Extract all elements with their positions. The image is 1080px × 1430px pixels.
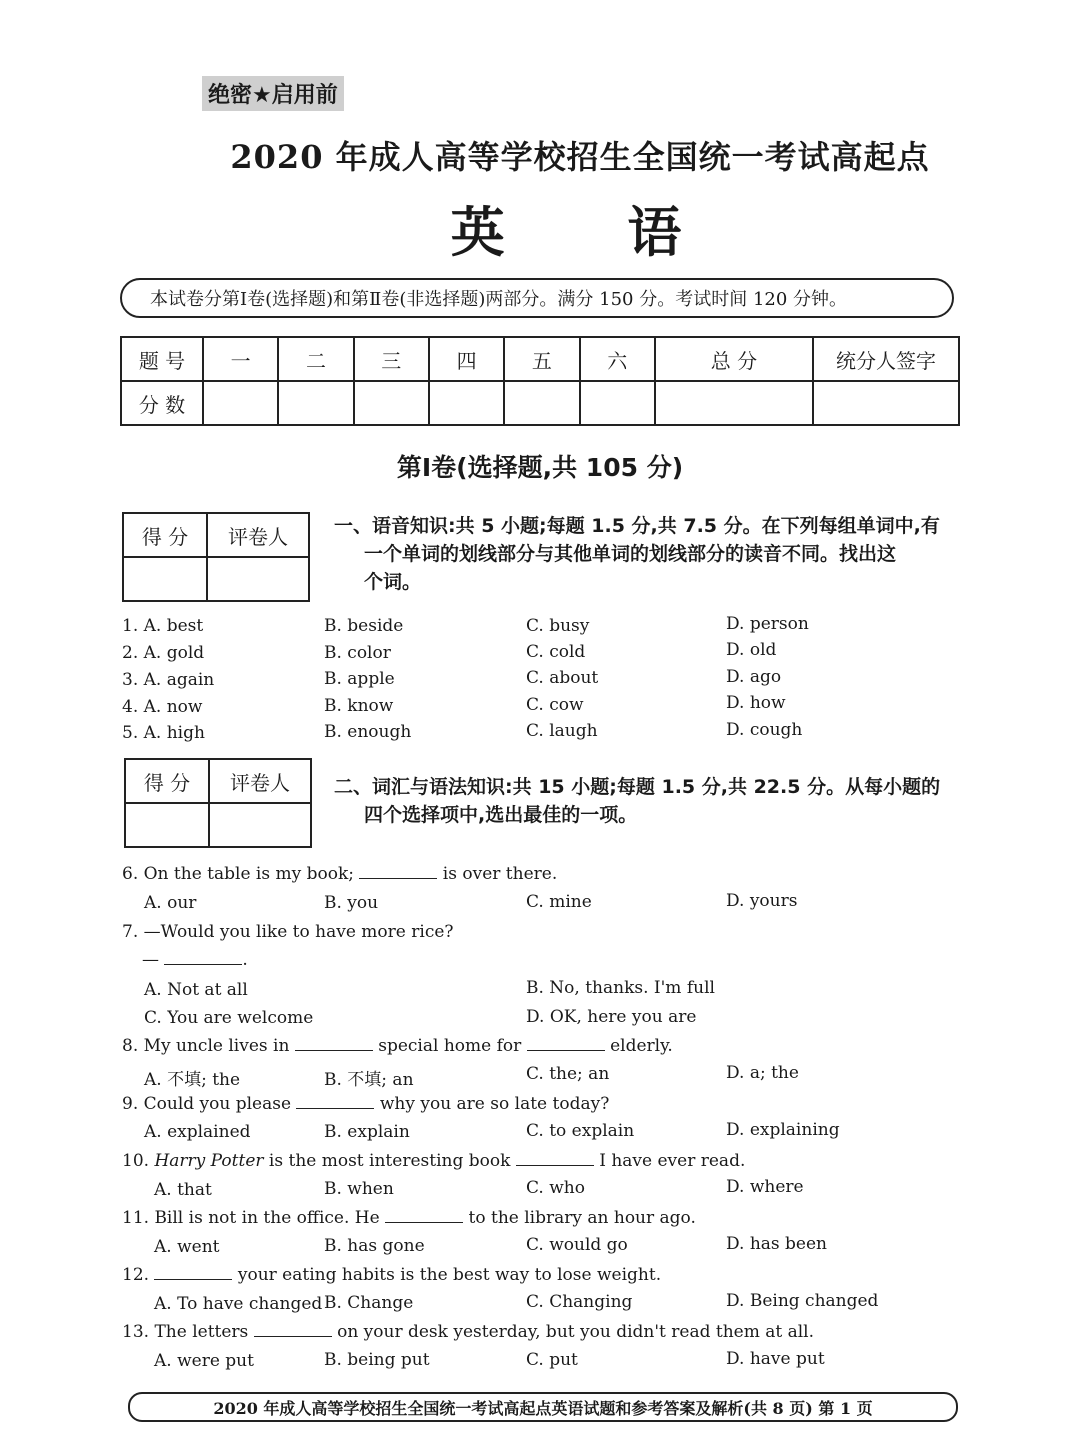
answer-blank [254, 1322, 332, 1337]
question-option: 3. A. again [122, 670, 215, 690]
question-option: B. you [324, 893, 379, 913]
instruction-line: 二、词汇与语法知识:共 15 小题;每题 1.5 分,共 22.5 分。从每小题的 [334, 776, 941, 798]
question-option: D. have put [726, 1349, 825, 1369]
question-option: D. OK, here you are [526, 1007, 697, 1027]
question-option: B. 不填; an [324, 1070, 414, 1090]
question-option: A. To have changed [154, 1294, 323, 1314]
stem-text: 6. On the table is my book; [122, 864, 354, 884]
question-stem [122, 1265, 661, 1285]
answer-blank [296, 1094, 374, 1109]
question-option: D. ago [726, 667, 782, 687]
grader-reviewer-label: 评卷人 [209, 759, 311, 803]
question-option: C. put [526, 1350, 578, 1370]
part1-instructions [334, 512, 974, 596]
grader-blank [123, 557, 207, 601]
question-option: D. how [726, 693, 786, 713]
question-option: D. where [726, 1177, 804, 1197]
score-cell: 三 [354, 337, 429, 381]
score-blank-cell [655, 381, 813, 425]
score-blank-cell [580, 381, 655, 425]
question-option: C. You are welcome [144, 1008, 314, 1028]
score-cell: 一 [203, 337, 278, 381]
question-option: B. being put [324, 1350, 430, 1370]
part2-instructions [334, 773, 974, 829]
question-stem [122, 864, 557, 884]
question-option: D. a; the [726, 1063, 799, 1083]
question-option: D. has been [726, 1234, 827, 1254]
answer-blank [385, 1208, 463, 1223]
question-option: B. explain [324, 1122, 410, 1142]
question-option: C. would go [526, 1235, 628, 1255]
answer-blank [527, 1036, 605, 1051]
question-option: C. laugh [526, 721, 598, 741]
question-option: 4. A. now [122, 697, 203, 717]
instruction-line: 一个单词的划线部分与其他单词的划线部分的读音不同。找出这 [364, 543, 897, 565]
grader-reviewer-label: 评卷人 [207, 513, 309, 557]
question-option: C. the; an [526, 1064, 610, 1084]
page-footer: 2020 年成人高等学校招生全国统一考试高起点英语试题和参考答案及解析(共 8 页) 第 1 页 [128, 1392, 958, 1422]
stem-text: elderly. [610, 1036, 673, 1056]
question-option: D. Being changed [726, 1291, 879, 1311]
question-stem: 7. —Would you like to have more rice? [122, 922, 454, 942]
question-option: D. old [726, 640, 777, 660]
score-cell: 统分人签字 [813, 337, 959, 381]
question-number: 12. [122, 1265, 150, 1285]
answer-blank [516, 1151, 594, 1166]
question-option: 1. A. best [122, 616, 204, 636]
exam-notice: 本试卷分第Ⅰ卷(选择题)和第Ⅱ卷(非选择题)两部分。满分 150 分。考试时间 120 分钟。 [120, 278, 954, 318]
score-blank-cell [504, 381, 579, 425]
stem-text: why you are so late today? [379, 1094, 610, 1114]
answer-blank [154, 1265, 232, 1280]
stem-text: I have ever read. [599, 1151, 746, 1171]
stem-text: is over there. [442, 864, 558, 884]
question-option: A. our [144, 893, 197, 913]
book-title: Harry Potter [154, 1151, 264, 1171]
score-blank-cell [278, 381, 353, 425]
question-option: C. Changing [526, 1292, 633, 1312]
question-option: C. mine [526, 892, 592, 912]
answer-blank [359, 864, 437, 879]
question-option: C. who [526, 1178, 585, 1198]
question-option: B. Change [324, 1293, 414, 1313]
score-table-header-row [121, 337, 959, 381]
question-option: B. has gone [324, 1236, 425, 1256]
question-option: A. 不填; the [144, 1070, 241, 1090]
instruction-line: 四个选择项中,选出最佳的一项。 [364, 804, 638, 826]
stem-text: your eating habits is the best way to lose weight. [237, 1265, 662, 1285]
question-option: D. explaining [726, 1120, 840, 1140]
question-option: C. about [526, 668, 599, 688]
question-option: A. that [154, 1180, 212, 1200]
grader-box [124, 758, 312, 848]
stem-text: 11. Bill is not in the office. He [122, 1208, 380, 1228]
score-cell: 五 [504, 337, 579, 381]
exam-title: 2020 年成人高等学校招生全国统一考试高起点 [230, 138, 930, 176]
score-cell: 二 [278, 337, 353, 381]
score-cell: 题 号 [121, 337, 203, 381]
instruction-line: 一、语音知识:共 5 小题;每题 1.5 分,共 7.5 分。在下列每组单词中,有 [334, 515, 940, 537]
question-stem [122, 1036, 673, 1056]
question-option: B. when [324, 1179, 394, 1199]
question-option: B. know [324, 696, 394, 716]
question-option: D. cough [726, 720, 803, 740]
stem-text: to the library an hour ago. [468, 1208, 696, 1228]
stem-text: 8. My uncle lives in [122, 1036, 290, 1056]
instruction-line: 个词。 [364, 571, 422, 593]
question-option: C. busy [526, 616, 590, 636]
score-table [120, 336, 960, 426]
score-blank-cell [429, 381, 504, 425]
subject-title: 英 语 [450, 200, 734, 264]
question-stem [122, 1322, 814, 1342]
answer-blank [164, 950, 242, 965]
stem-text: 9. Could you please [122, 1094, 292, 1114]
score-table-score-row [121, 381, 959, 425]
question-option: D. person [726, 614, 809, 634]
question-option: B. No, thanks. I'm full [526, 978, 715, 998]
question-option: A. explained [144, 1122, 251, 1142]
stem-text: on your desk yesterday, but you didn't read them at all. [337, 1322, 815, 1342]
question-option: C. to explain [526, 1121, 635, 1141]
score-blank-cell [354, 381, 429, 425]
grader-blank [125, 803, 209, 847]
section-title: 第Ⅰ卷(选择题,共 105 分) [396, 453, 684, 482]
stem-text: is the most interesting book [268, 1151, 511, 1171]
question-option: 5. A. high [122, 723, 205, 743]
stem-text: special home for [378, 1036, 522, 1056]
question-option: B. apple [324, 669, 395, 689]
question-stem [122, 1151, 745, 1171]
score-cell: 四 [429, 337, 504, 381]
question-option: C. cow [526, 695, 584, 715]
score-cell: 六 [580, 337, 655, 381]
grader-score-label: 得 分 [125, 759, 209, 803]
grader-box [122, 512, 310, 602]
grader-blank [207, 557, 309, 601]
question-stem [122, 1208, 696, 1228]
question-option: B. enough [324, 722, 412, 742]
period-text: . [242, 950, 248, 970]
question-option: B. beside [324, 616, 404, 636]
question-option: A. Not at all [144, 980, 248, 1000]
grader-score-label: 得 分 [123, 513, 207, 557]
question-option: D. yours [726, 891, 798, 911]
score-cell: 总 分 [655, 337, 813, 381]
question-option: A. went [154, 1237, 220, 1257]
dash-text: — [142, 950, 159, 970]
score-cell: 分 数 [121, 381, 203, 425]
stem-text: 13. The letters [122, 1322, 249, 1342]
question-option: 2. A. gold [122, 643, 205, 663]
question-option: C. cold [526, 642, 586, 662]
question-stem [122, 1094, 609, 1114]
answer-blank [295, 1036, 373, 1051]
question-option: B. color [324, 643, 391, 663]
question-number: 10. [122, 1151, 150, 1171]
confidential-stamp: 绝密★启用前 [202, 76, 344, 111]
question-stem [142, 950, 248, 970]
score-blank-cell [203, 381, 278, 425]
question-option: A. were put [154, 1351, 254, 1371]
score-blank-cell [813, 381, 959, 425]
grader-blank [209, 803, 311, 847]
